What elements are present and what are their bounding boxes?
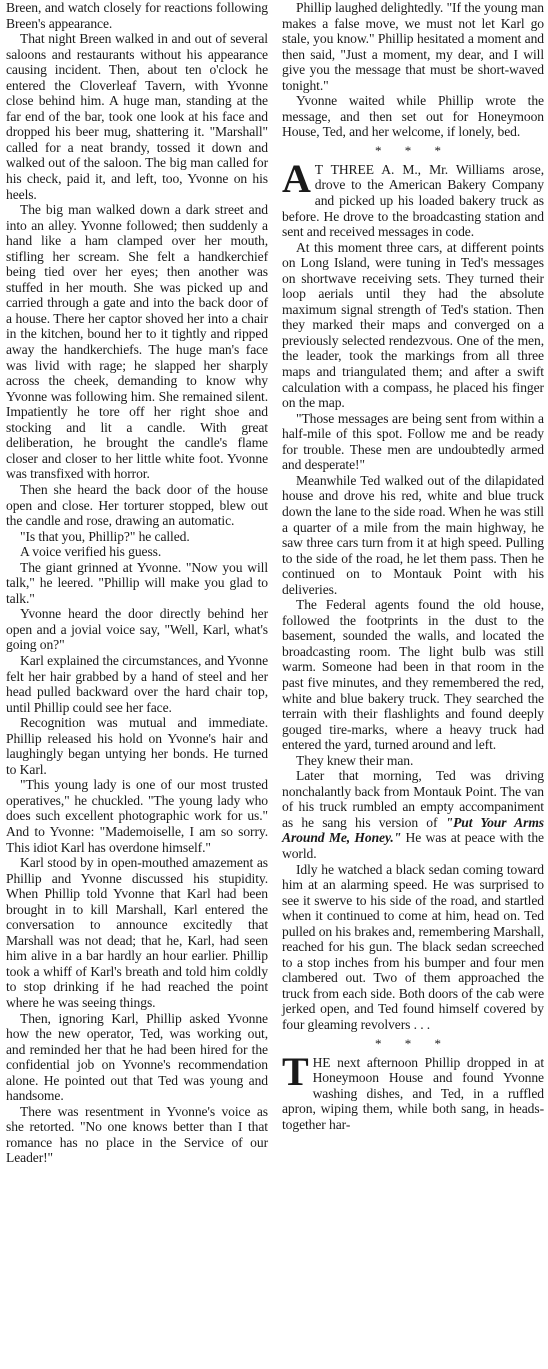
paragraph: "Those messages are being sent from within a half-mile of this spot. Follow me and be ready for trouble. These men are undoubtedly armed and desperate!" <box>282 410 544 473</box>
section-separator: * * * <box>375 142 451 158</box>
paragraph-text: T THREE A. M., Mr. Williams arose, drove to the American Bakery Company and picked up his loaded bakery truck as before. He drove to the broadcasting station and sent and received messages in code. <box>282 161 544 240</box>
paragraph: Karl explained the circumstances, and Yvonne felt her hair grabbed by a hand of steel and her head pulled backward over the hard chair top, until Phillip could see her face. <box>6 652 268 715</box>
paragraph: The big man walked down a dark street and into an alley. Yvonne followed; then suddenly a hand like a ham clamped over her mouth, stifling her scream. She felt a handkerchief being tied over her eyes; then another was stuffed in her mouth. She was picked up and carried through a gate and into the back door of a house. There her captor shoved her into a chair in the kitchen, bound her to it tightly and ripped away the handkerchiefs. The huge man's face was livid with rage; he slapped her sharply across the cheek, demanding to know why Yvonne was following him. She remained silent. Impatiently he tore off her right shoe and stocking and lit a candle. With great deliberation, he brought the candle's flame closer and closer to her little white foot. Yvonne was transfixed with horror. <box>6 202 268 482</box>
song-title: "Put Your Arms Around Me, Honey." <box>282 814 544 846</box>
section-separator: * * * <box>375 1035 451 1051</box>
paragraph: "Is that you, Phillip?" he called. <box>20 528 190 544</box>
paragraph: Yvonne heard the door directly behind her open and a jovial voice say, "Well, Karl, what's going on?" <box>6 606 268 653</box>
paragraph: The giant grinned at Yvonne. "Now you will talk," he leered. "Phillip will make you glad to talk." <box>6 559 268 606</box>
left-column <box>6 0 268 1369</box>
paragraph <box>282 768 544 861</box>
drop-cap: T <box>282 1048 309 1094</box>
drop-cap: A <box>282 155 311 201</box>
paragraph-text: Later that morning, Ted was driving nonchalantly back from Montauk Point. The van of his truck rumbled an empty accompaniment as he sang his version of <box>282 768 544 830</box>
paragraph-with-dropcap <box>282 155 544 240</box>
paragraph-text: He was at peace with the world. <box>282 830 544 861</box>
paragraph: Karl stood by in open-mouthed amazement as Phillip and Yvonne discussed his stupidity. When Phillip told Yvonne that Karl had been brought in to kill Marshall, Karl entered the conversation to announce excitedly that Marshall was not dead; that he, Karl, had seen him alive in a bar hardly an hour earlier. Phillip took a whiff of Karl's breath and told him coldly to stop drinking if he had reached the point where he was seeing things. <box>6 855 268 1010</box>
paragraph: There was resentment in Yvonne's voice as she retorted. "No one knows better than I that romance has no place in the Service of our Leader!" <box>6 1103 268 1166</box>
paragraph-text: HE next afternoon Phillip dropped in at Honeymoon House and found Yvonne washing dishes, and Ted, in a ruffled apron, wiping them, while both sang, in heads-together har- <box>282 1054 544 1132</box>
paragraph: Yvonne waited while Phillip wrote the message, and then set out for Honeymoon House, Ted, and her welcome, if lonely, bed. <box>282 93 544 140</box>
paragraph: A voice verified his guess. <box>20 544 162 560</box>
right-column <box>282 0 544 1369</box>
paragraph: The Federal agents found the old house, followed the footprints in the dust to the basement, sounded the walls, and located the broadcasting room. The light bulb was still warm. Someone had been in that room in the past five minutes, and they remembered the red, white and blue bakery truck. They searched the terrain with their flashlights and found deeply gouged tire-marks, where a heavy truck had entered the yard, turned around and left. <box>282 597 544 753</box>
paragraph: Recognition was mutual and immediate. Phillip released his hold on Yvonne's hair and laughingly began untying her bonds. He turned to Karl. <box>6 715 268 777</box>
paragraph: At this moment three cars, at different points on Long Island, were tuning in Ted's messages on shortwave receiving sets. They turned their loop aerials until they had the absolute maximum signal strength of Ted's station. Then they marked their maps and converged on a previously selected rendezvous. One of the men, the leader, took the markings from all three maps and triangulated them; and after a swift calculation with a compass, he placed his finger on the map. <box>282 239 544 411</box>
paragraph: "This young lady is one of our most trusted operatives," he chuckled. "The young lady who does such excellent photographic work for us." And to Yvonne: "Mademoiselle, I am so sorry. This idiot Karl has overdone himself." <box>6 777 268 855</box>
paragraph: They knew their man. <box>296 752 414 768</box>
paragraph: Then she heard the back door of the house open and close. Her torturer stopped, blew out the candle and rose, drawing an automatic. <box>6 481 268 529</box>
paragraph-with-dropcap <box>282 1048 544 1133</box>
paragraph: Breen, and watch closely for reactions following Breen's appearance. <box>6 0 268 31</box>
paragraph: Phillip laughed delightedly. "If the young man makes a false move, we must not let Karl go stale, you know." Phillip hesitated a moment and then said, "Just a moment, my dear, and I will give you the message that must be short-waved tonight." <box>282 0 544 93</box>
paragraph: Meanwhile Ted walked out of the dilapidated house and drove his red, white and blue truck down the lane to the side road. When he was still a quarter of a mile from the main highway, he saw three cars turn from it at high speed. Pulling to the side of the road, he let them pass. Then he continued on to Montauk Point with his deliveries. <box>282 472 544 597</box>
paragraph: Idly he watched a black sedan coming toward him at an alarming speed. He was surprised to see it swerve to his side of the road, and startled when it continued to come at him, head on. Ted pulled on his brakes and, remembering Marshall, reached for his gun. The black sedan screeched to a stop inches from his bumper and four men clambered out. Two of them approached the truck from each side. Both doors of the cab were jerked open, and Ted found himself covered by four gleaming revolvers . . . <box>282 861 544 1032</box>
paragraph: That night Breen walked in and out of several saloons and restaurants without his appearance causing incident. Then, about ten o'clock he entered the Cloverleaf Tavern, with Yvonne close behind him. A huge man, standing at the far end of the bar, took one look at his face and dropped his beer mug, shattering it. "Marshall" called for a neat brandy, tossed it down and walked out of the saloon. The big man called for his check, paid it, and left, too, Yvonne on his heels. <box>6 31 268 202</box>
paragraph: Then, ignoring Karl, Phillip asked Yvonne how the new operator, Ted, was working out, and reminded her that he had been hired for the confidential job on Yvonne's recommendation alone. He pointed out that Ted was young and handsome. <box>6 1010 268 1104</box>
